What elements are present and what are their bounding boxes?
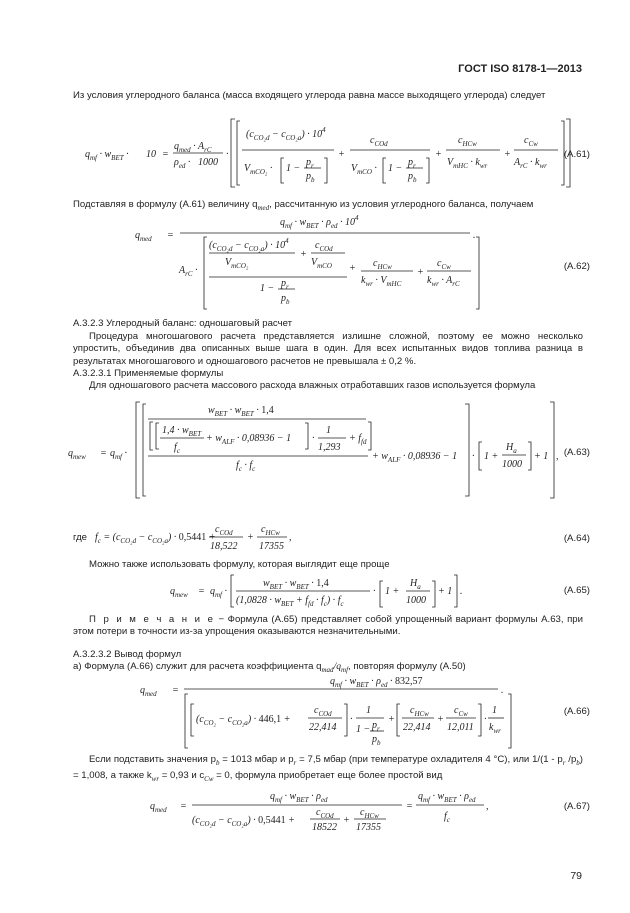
svg-text:,: , [556, 451, 559, 462]
svg-text:VmCO ·: $V_{mCO}$ · [351, 163, 377, 176]
label-a65: (А.65) [563, 585, 590, 596]
substitute-sub: med [257, 203, 270, 212]
svg-text:+: + [349, 263, 356, 274]
paragraph-carbon-balance: Из условия углеродного баланса (масса входящего углерода равна массе выходящего углерода) следует [73, 90, 546, 101]
svg-text:1000: 1000 [502, 459, 522, 470]
formula-a66 [140, 676, 530, 752]
svg-text:(1,0828 · wBET + ffd · fc) · f: $(1,0828 \cdot w_{BET} + f_{fd} \cdot f_c) \cdot f_c$ [236, 595, 344, 608]
svg-text:VmHC · kwr: $V_{mHC} \cdot k_{wr}$ [447, 157, 488, 170]
const-1000-b: 1000 [406, 595, 426, 606]
svg-text:cCOd: $c_{COd}$ [316, 807, 334, 820]
svg-text:=: = [406, 801, 413, 812]
const-0-5441: 0,5441 [178, 532, 207, 543]
svg-text:1,4 · wBET: $1,4 \cdot w_{BET}$ [162, 425, 202, 438]
formula-a63 [68, 398, 558, 502]
svg-text:qmew: $q_{mew}$ [68, 448, 86, 461]
svg-text:,: , [486, 801, 489, 812]
subst-t11: = 0,93 и c [159, 770, 205, 782]
svg-text:·: · [373, 586, 376, 597]
svg-text:pb: $p_b$ [408, 171, 417, 184]
const-22-414-b: 22,414 [403, 722, 431, 733]
svg-text:ArC · kwr: $A_{rC} \cdot k_{wr}$ [514, 157, 547, 170]
svg-text:cCw: $c_{Cw}$ [454, 705, 468, 718]
svg-text:qmed: $q_{med}$ [150, 801, 167, 814]
svg-text:pr: $p_r$ [408, 157, 416, 170]
subst-t2: b [215, 758, 220, 767]
svg-text:=: = [198, 586, 205, 597]
const-17355-b: 17355 [356, 822, 381, 833]
svg-text:+: + [338, 149, 345, 160]
svg-text:+: + [343, 815, 350, 826]
svg-text:wBET · wBET · 1,4: $w_{BET} \cdot w_{BET} \cdot 1,4$ [208, 405, 274, 418]
substitute-text-1: Подставляя в формулу (А.61) величину q [73, 199, 258, 210]
svg-text:cHCw: $c_{HCw}$ [360, 807, 379, 820]
svg-text:=: = [162, 149, 169, 160]
page-number: 79 [570, 870, 582, 882]
svg-text:+: + [437, 714, 444, 725]
svg-text:fc · fc: $f_c \cdot f_c$ [236, 460, 256, 473]
svg-text:VmCO₂ ·: $V_{mCO_2}$ · [244, 163, 273, 176]
svg-text:+: + [388, 714, 395, 725]
label-a62: (А.62) [563, 261, 590, 272]
label-a67: (А.67) [563, 801, 590, 812]
svg-text:qmf · wBET · ρed: $q_{mf} \cdot w_{BET} \cdot \rho_{ed}$ [418, 791, 476, 804]
const-1000: 1000 [198, 157, 218, 168]
subst-t5: = 7,5 мбар (при температуре охладителя 4 °С), или 1/(1 - p [296, 754, 563, 765]
const-832-57: 832,57 [395, 676, 423, 687]
svg-text:pb: $p_b$ [372, 734, 381, 747]
section-a3231: А.3.2.3.1 Применяемые формулы [73, 368, 224, 379]
svg-text:+: + [247, 532, 254, 543]
subst-t3: = 1013 мбар и p [219, 754, 294, 765]
subst-t10: wr [151, 775, 160, 784]
formula-a65 [170, 573, 470, 609]
svg-text:+: + [300, 249, 307, 260]
svg-text:+: + [417, 267, 424, 278]
item-a-mid: /q [333, 661, 342, 672]
section-a323: А.3.2.3 Углеродный баланс: одношаговый расчет [73, 318, 292, 329]
svg-text:+: + [435, 149, 442, 160]
svg-text:.: . [460, 586, 463, 597]
item-a-sub2: mf [341, 665, 349, 674]
subst-t6: r [562, 758, 566, 767]
svg-text:cCOd: $c_{COd}$ [314, 705, 332, 718]
item-a-text-2: , повторяя формулу (А.50) [348, 661, 466, 672]
svg-text:+ 1: + 1 [438, 586, 453, 597]
svg-text:kwr · ArC: $k_{wr} \cdot A_{rC}$ [427, 275, 460, 288]
svg-text:pb: $p_b$ [281, 293, 290, 306]
svg-text:pr: $p_r$ [281, 278, 289, 291]
const-1-4-b: 1,4 [316, 578, 329, 589]
const-0-08936: 0,08936 [241, 433, 275, 444]
svg-text:qmed · ArC: $q_{med} \cdot A_{rC}$ [174, 141, 212, 154]
const-18-522: 18,522 [210, 541, 238, 552]
subst-t8: b [576, 758, 580, 767]
svg-text:.: . [501, 685, 504, 696]
svg-text:+ ffd: + $f_{fd}$ [349, 433, 367, 446]
svg-text:pr: $p_r$ [306, 157, 314, 170]
subst-t4: r [293, 758, 297, 767]
svg-text:+ 1: + 1 [534, 451, 549, 462]
paragraph-note [73, 614, 583, 639]
svg-text:Ha: $H_a$ [410, 578, 421, 591]
svg-text:qmf · wBET · ρed · 104: $q_{mf} \cdot w_{BET} \cdot \rho_{ed} \cdot 10^4$ [280, 214, 359, 230]
formula-a61 [80, 113, 560, 193]
note-text: − Формула (А.65) представляет собой упрощенный вариант формулы А.63, при этом потери в точности из-за упрощения оказываются незначительными. [73, 614, 583, 638]
label-a61: (А.61) [563, 149, 590, 160]
svg-text:cCw: $c_{Cw}$ [524, 135, 538, 148]
svg-text:fc: $f_c$ [444, 811, 450, 824]
svg-text:1 −: 1 − [356, 724, 371, 735]
svg-text:cCOd: $c_{COd}$ [315, 240, 333, 253]
svg-text:ρed ·: $\rho_{ed}$ · [174, 157, 191, 170]
svg-text:·: · [472, 451, 475, 462]
const-1-4: 1,4 [261, 405, 274, 416]
svg-text:1 +: 1 + [484, 451, 499, 462]
label-a66: (А.66) [563, 706, 590, 717]
svg-text:·: · [226, 149, 229, 160]
const-10: 10 [146, 149, 156, 160]
standard-code: ГОСТ ISO 8178-1—2013 [458, 63, 582, 75]
svg-text:kwr · VmHC: $k_{wr} \cdot V_{mHC}$ [361, 275, 402, 288]
svg-text:Ha: $H_a$ [506, 442, 517, 455]
svg-text:VmCO₂: $V_{mCO_2}$ [225, 257, 249, 270]
where-prefix: где [73, 532, 88, 543]
paragraph-single-step: Для одношагового расчета массового расхода влажных отработавших газов используется формула [89, 380, 536, 391]
substitute-text-2: , рассчитанную из условия углеродного баланса, получаем [269, 199, 534, 210]
svg-text:1: 1 [326, 425, 331, 436]
subst-t12: Cw [204, 775, 214, 784]
svg-text:cCOd: $c_{COd}$ [370, 135, 388, 148]
svg-text:kwr: $k_{wr}$ [489, 722, 501, 735]
const-0-5441-b: 0,5441 [258, 815, 286, 826]
svg-text:pr: $p_r$ [372, 720, 380, 733]
item-a-sub1: mad [321, 665, 334, 674]
svg-text:+ wALF · 0,08936 − 1: + $w_{ALF} \cdot 0,08936 - 1$ [206, 433, 292, 446]
svg-text:ArC ·: $A_{rC}$ · [179, 265, 198, 278]
svg-text:cHCw: $c_{HCw}$ [261, 524, 280, 537]
svg-text:cCw: $c_{Cw}$ [437, 258, 451, 271]
svg-text:(cCO₂d − cCO₂a) · 104: $(c_{CO_2d} - c_{CO_2a}) \cdot 10^4$ [246, 126, 326, 142]
svg-text:=: = [167, 230, 174, 241]
svg-text:qmew: $q_{mew}$ [170, 586, 188, 599]
svg-text:=: = [180, 801, 187, 812]
label-a64: (А.64) [563, 533, 590, 544]
svg-text:.: . [473, 230, 476, 241]
svg-text:,: , [289, 532, 292, 543]
svg-text:cHCw: $c_{HCw}$ [410, 705, 429, 718]
svg-text:cHCw: $c_{HCw}$ [458, 135, 477, 148]
svg-text:qmf · wBET · ρed: $q_{mf} \cdot w_{BET} \cdot \rho_{ed}$ [270, 791, 328, 804]
const-12-011: 12,011 [447, 722, 474, 733]
svg-text:cHCw: $c_{HCw}$ [373, 258, 392, 271]
svg-text:cCOd: $c_{COd}$ [215, 524, 233, 537]
svg-text:+ wALF · 0,08936 − 1: + $w_{ALF} \cdot 0,08936 - 1$ [372, 451, 458, 464]
svg-text:qmf · wBET · ρed · 832,57: $q_{mf} \cdot w_{BET} \cdot \rho_{ed} \cdot 832,57$ [330, 676, 423, 689]
formula-a67 [150, 789, 490, 833]
svg-text:wBET · wBET · 1,4: $w_{BET} \cdot w_{BET} \cdot 1,4$ [263, 578, 329, 591]
svg-text:qmf ·: $q_{mf}$ · [210, 586, 227, 599]
label-a63: (А.63) [563, 447, 590, 458]
const-1-0828: 1,0828 [239, 595, 267, 606]
subst-t13: = 0, формула приобретает еще более простой вид [213, 770, 443, 782]
svg-text:=: = [100, 448, 107, 459]
section-a3232: А.3.2.3.2 Вывод формул [73, 649, 182, 660]
const-446-1: 446,1 [258, 714, 282, 725]
svg-text:qmed: $q_{med}$ [135, 230, 152, 243]
const-17355: 17355 [259, 541, 284, 552]
svg-text:·: · [350, 714, 353, 725]
svg-text:qmf ·: $q_{mf}$ · [110, 448, 127, 461]
note-heading: П р и м е ч а н и е [89, 614, 215, 625]
svg-text:(cCO₂d − cCO₂a) · 0,5441 +: $(c_{CO_2d} - c_{CO_2a}) \cdot 0,5441$ + [192, 815, 295, 828]
subst-t9: ) = 1,008, а также k [73, 754, 583, 782]
subst-t1: Если подставить значения p [89, 754, 216, 765]
formula-a64 [73, 523, 333, 555]
svg-text:VmCO: $V_{mCO}$ [311, 257, 332, 270]
svg-text:(cCO₂ − cCO₂a) · 446,1 +: $(c_{CO_2} - c_{CO_2a}) \cdot 446,1$ + [196, 714, 291, 727]
svg-text:·: · [312, 433, 315, 444]
paragraph-multi-step: Процедура многошагового расчета представляется излишне сложной, поэтому ее можно несколько упростить, объединив два описанных выше шага в один. Для всех испытанных видов топлива разница в результатах многошагового и одношагового расчетов не превышала ± 0,2 %. [73, 331, 583, 367]
svg-text:qmf · wBET ·: $q_{mf} \cdot w_{BET}$ · [85, 149, 129, 162]
svg-text:fc = (cCO₂d − cCO₂a) · 0,5441: $f_c = (c_{CO_2d} - c_{CO_2a}) \cdot 0,5441$ + [95, 532, 216, 545]
svg-text:·: · [484, 714, 487, 725]
svg-text:=: = [172, 685, 179, 696]
const-22-414: 22,414 [309, 722, 337, 733]
subst-t7: /p [565, 754, 577, 765]
paragraph-item-a [73, 661, 583, 677]
formula-a62 [135, 213, 495, 313]
paragraph-subst-values [73, 754, 583, 786]
svg-text:qmed: $q_{med}$ [140, 685, 157, 698]
svg-text:1 −: 1 − [286, 163, 301, 174]
svg-text:(cCO₂d − cCO₂a) · 104: $(c_{CO_2d} - c_{CO_2a}) \cdot 10^4$ [209, 237, 289, 253]
svg-text:pb: $p_b$ [306, 171, 315, 184]
const-1-293: 1,293 [318, 442, 341, 453]
paragraph-simpler: Можно также использовать формулу, которая выглядит еще проще [89, 559, 390, 570]
svg-text:1: 1 [492, 705, 497, 716]
svg-text:+: + [504, 149, 511, 160]
svg-text:1: 1 [366, 705, 371, 716]
svg-text:1 −: 1 − [260, 283, 275, 294]
const-18522: 18522 [312, 822, 337, 833]
svg-text:1 +: 1 + [385, 586, 400, 597]
svg-text:1 −: 1 − [388, 163, 403, 174]
const-0-08936-b: 0,08936 [407, 451, 441, 462]
svg-text:fc: $f_c$ [174, 442, 180, 455]
item-a-text-1: а) Формула (А.66) служит для расчета коэффициента q [73, 661, 322, 672]
